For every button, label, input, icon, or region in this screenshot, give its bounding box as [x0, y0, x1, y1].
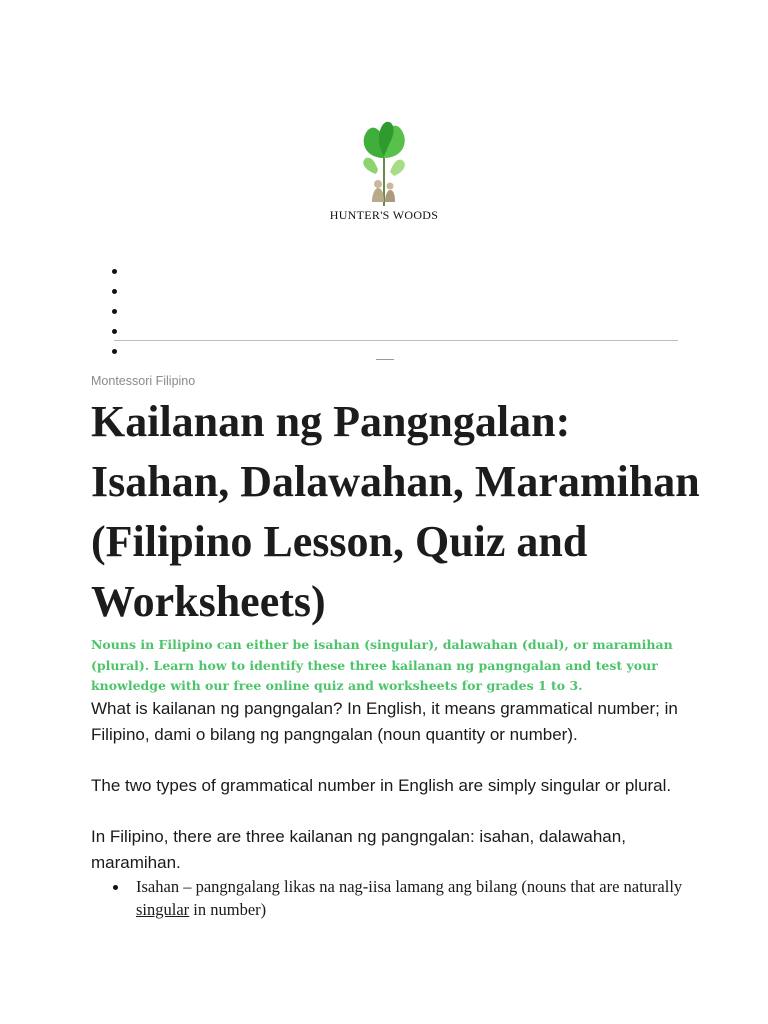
paragraph: In Filipino, there are three kailanan ng pangngalan: isahan, dalawahan, maramihan.	[91, 827, 626, 872]
list-item	[91, 875, 691, 921]
ginkgo-leaf-with-children-icon	[354, 118, 414, 206]
logo-text: HUNTER'S WOODS	[329, 208, 439, 222]
separator-dash	[376, 359, 394, 360]
site-logo[interactable]	[320, 118, 448, 228]
underlined-term: singular	[136, 900, 190, 919]
category-link[interactable]: Montessori Filipino	[91, 374, 196, 388]
article-excerpt: Nouns in Filipino can either be isahan (singular), dalawahan (dual), or maramihan (plural). Learn how to identify these three kailanan ng pangngalan and test your knowledge with our free online quiz and worksheets for grades 1 to 3.	[91, 637, 673, 693]
paragraph: The two types of grammatical number in English are simply singular or plural.	[91, 776, 672, 795]
article-title: Kailanan ng Pangngalan: Isahan, Dalawahan, Maramihan (Filipino Lesson, Quiz and Worksheets)	[91, 397, 700, 626]
paragraph: What is kailanan ng pangngalan? In English, it means grammatical number; in Filipino, dami o bilang ng pangngalan (noun quantity or number).	[91, 699, 678, 744]
list-item-text-end: in number)	[189, 900, 267, 919]
header-divider	[114, 340, 678, 341]
list-item-text: Isahan – pangngalang likas na nag-iisa lamang ang bilang (nouns that are naturally	[136, 877, 683, 896]
kailanan-list	[91, 875, 691, 921]
